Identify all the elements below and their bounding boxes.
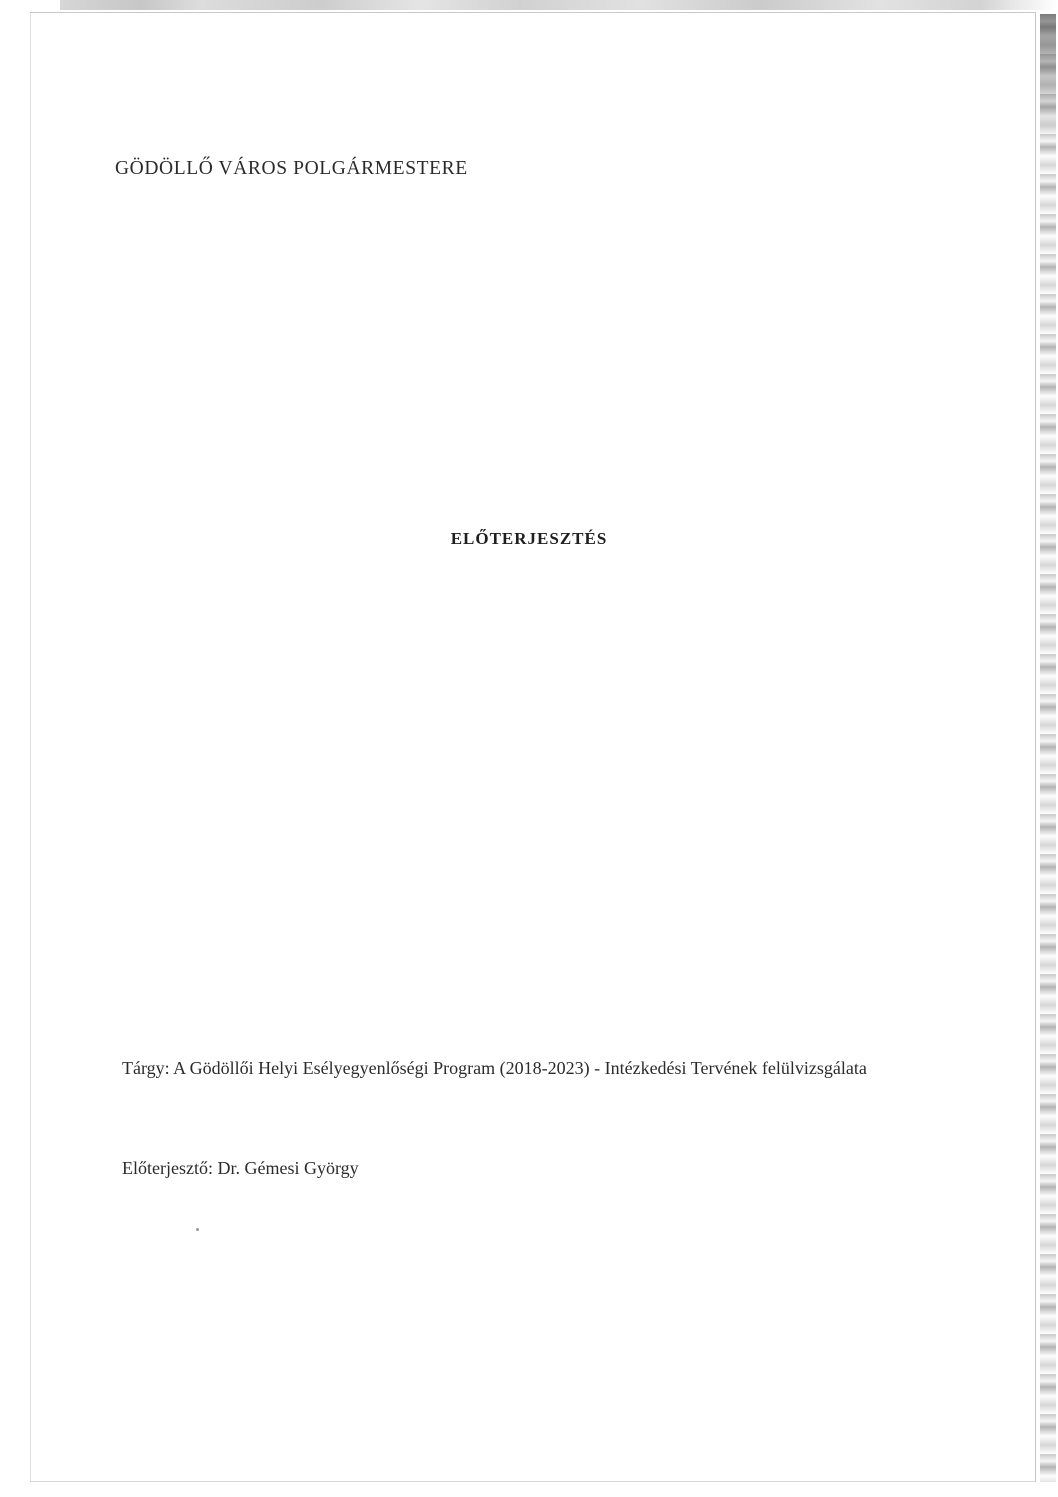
scan-border-left [30, 12, 31, 1482]
scan-edge-shadow [1040, 14, 1056, 134]
presenter-paragraph: Előterjesztő: Dr. Gémesi György [122, 1158, 359, 1178]
scan-border-top [30, 12, 1035, 13]
scan-edge-noise [1040, 14, 1056, 1482]
scan-top-edge-artifact [0, 0, 1058, 10]
scan-speck-artifact [196, 1228, 199, 1231]
page-title: ELŐTERJESZTÉS [450, 529, 608, 548]
scan-border-right [1035, 12, 1036, 1482]
scan-border-bottom [30, 1481, 1035, 1482]
subject-paragraph: Tárgy: A Gödöllői Helyi Esélyegyenlőségi Program (2018-2023) - Intézkedési Tervének felülvizsgálata [122, 1058, 867, 1078]
document-header: GÖDÖLLŐ VÁROS POLGÁRMESTERE [115, 158, 468, 179]
